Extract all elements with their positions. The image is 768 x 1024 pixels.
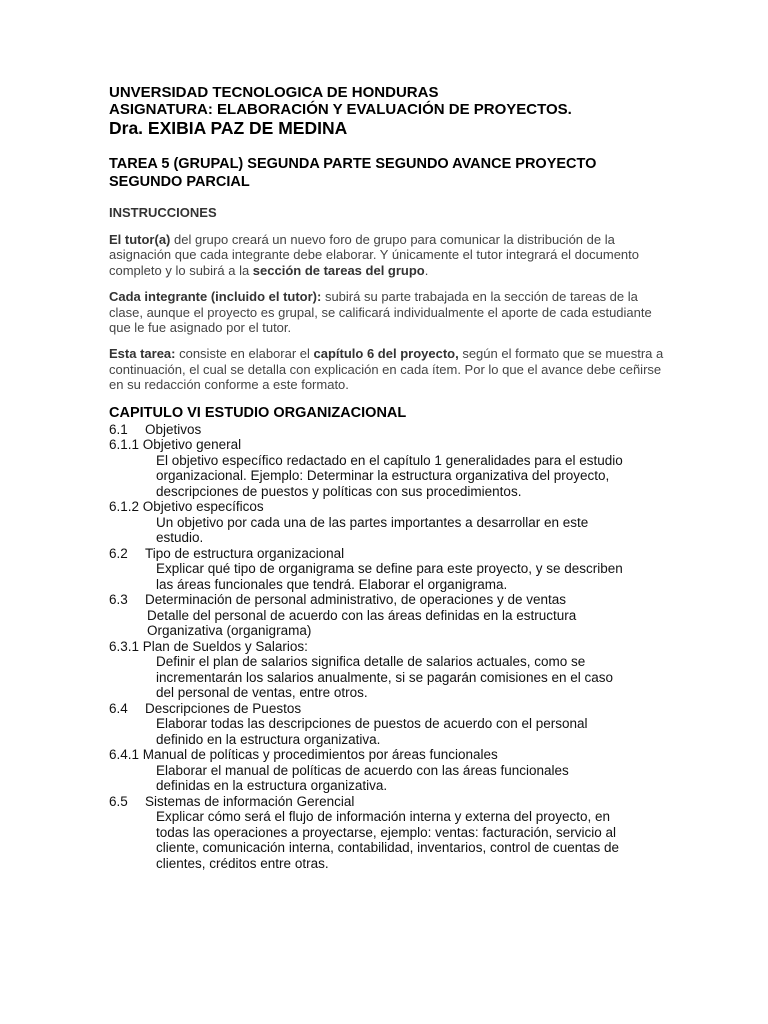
- group-task-section: sección de tareas del grupo: [252, 262, 425, 278]
- university-name: UNVERSIDAD TECNOLOGICA DE HONDURAS: [109, 84, 439, 101]
- item-title: Sistemas de información Gerencial: [145, 793, 355, 809]
- item-number: 6.3.1: [109, 638, 140, 654]
- chapter-title: CAPITULO VI ESTUDIO ORGANIZACIONAL: [109, 404, 407, 421]
- item-number: 6.1.2: [109, 499, 140, 515]
- item-description: Detalle del personal de acuerdo con las áreas definidas en la estructura Organizativa (organigrama): [147, 607, 577, 639]
- chapter-outline: [109, 422, 669, 872]
- item-description: Explicar cómo será el flujo de información interna y externa del proyecto, en todas las operaciones a proyectarse, ejemplo: ventas: facturación, servicio al cliente, comunicación interna, contabilidad, inventarios, control de cuentas de clientes, créditos entre otras.: [156, 809, 620, 871]
- item-number: 6.5: [109, 793, 128, 809]
- item-description: El objetivo específico redactado en el capítulo 1 generalidades para el estudio organizacional. Ejemplo: Determinar la estructura organizativa del proyecto, descripciones de puestos y políticas con sus procedimientos.: [156, 452, 623, 499]
- outline-item-6-1: [109, 422, 669, 438]
- professor-name: Dra. EXIBIA PAZ DE MEDINA: [109, 118, 348, 138]
- outline-item-6-1-1: [109, 437, 669, 453]
- outline-item-6-1-2: [109, 499, 669, 515]
- task-title: TAREA 5 (GRUPAL) SEGUNDA PARTE SEGUNDO AVANCE PROYECTO SEGUNDO PARCIAL: [109, 156, 597, 190]
- item-title: Plan de Sueldos y Salarios:: [142, 638, 308, 654]
- subject-name: ASIGNATURA: ELABORACIÓN Y EVALUACIÓN DE PROYECTOS.: [109, 101, 572, 118]
- item-number: 6.1.1: [109, 437, 140, 453]
- tutor-label: El tutor(a): [109, 232, 171, 247]
- item-description: Un objetivo por cada una de las partes importantes a desarrollar en este estudio.: [156, 514, 589, 546]
- outline-item-6-4: [109, 701, 669, 717]
- item-title: Tipo de estructura organizacional: [145, 545, 345, 561]
- outline-item-6-3-1: [109, 639, 669, 655]
- outline-item-6-4-1: [109, 747, 669, 763]
- instruction-paragraph-tutor: El tutor(a) del grupo creará un nuevo foro de grupo para comunicar la distribución de la asignación que cada integrante debe elaborar. Y únicamente el tutor integrará el documento completo y lo subirá a la sección de tareas del grupo.: [109, 232, 639, 278]
- item-title: Objetivo general: [142, 437, 242, 453]
- item-number: 6.4.1: [109, 747, 140, 763]
- item-description: Explicar qué tipo de organigrama se define para este proyecto, y se describen las áreas funcionales que tendrá. Elaborar el organigrama.: [156, 561, 623, 592]
- task-label: Esta tarea:: [109, 346, 176, 362]
- document-page: [109, 84, 669, 871]
- item-number: 6.4: [109, 700, 128, 716]
- member-label: Cada integrante (incluido el tutor):: [109, 289, 322, 305]
- item-description: Elaborar todas las descripciones de puestos de acuerdo con el personal definido en la estructura organizativa.: [156, 716, 588, 747]
- item-title: Manual de políticas y procedimientos por áreas funcionales: [142, 747, 498, 763]
- chapter-reference: capítulo 6 del proyecto,: [313, 346, 459, 362]
- instructions-heading: INSTRUCCIONES: [109, 205, 217, 220]
- instruction-paragraph-task: Esta tarea: consiste en elaborar el capítulo 6 del proyecto, según el formato que se muestra a continuación, el cual se detalla con explicación en cada ítem. Por lo que el avance debe ceñirse en su redacción conforme a este formato.: [109, 346, 664, 393]
- item-title: Determinación de personal administrativo, de operaciones y de ventas: [145, 592, 566, 608]
- item-description: Definir el plan de salarios significa detalle de salarios actuales, como se incrementarán los salarios anualmente, si se pagarán comisiones en el caso del personal de ventas, entre otros.: [156, 654, 613, 701]
- outline-item-6-2: [109, 546, 669, 562]
- instruction-paragraph-member: Cada integrante (incluido el tutor): subirá su parte trabajada en la sección de tareas de la clase, aunque el proyecto es grupal, se calificará individualmente el aporte de cada estudiante que le fue asignado por el tutor.: [109, 289, 652, 336]
- outline-item-6-5: [109, 794, 669, 810]
- item-number: 6.1: [109, 421, 128, 437]
- item-title: Objetivos: [145, 421, 202, 437]
- item-number: 6.3: [109, 592, 128, 608]
- item-title: Descripciones de Puestos: [145, 700, 302, 716]
- item-description: Elaborar el manual de políticas de acuerdo con las áreas funcionales definidas en la estructura organizativa.: [156, 762, 569, 794]
- item-title: Objetivo específicos: [142, 499, 264, 515]
- item-number: 6.2: [109, 545, 128, 561]
- outline-item-6-3: [109, 592, 669, 608]
